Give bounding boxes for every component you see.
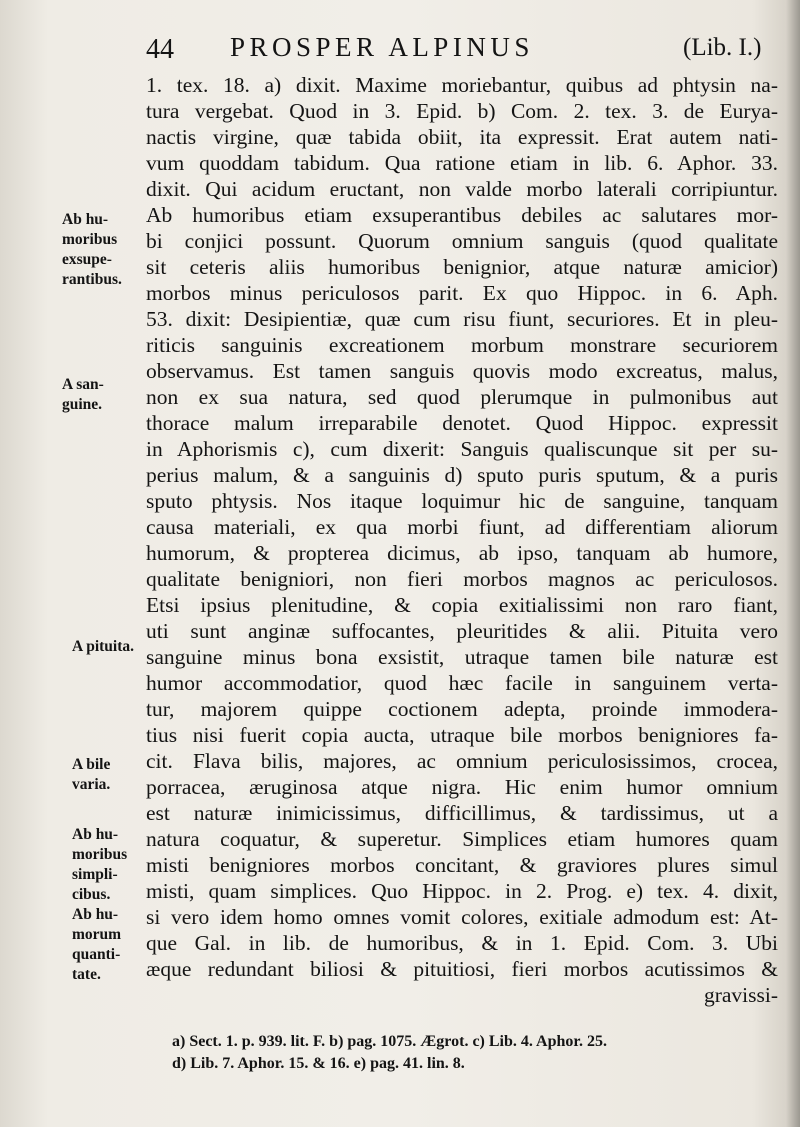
margin-note-line: morum <box>72 926 122 943</box>
margin-note-bile-varia <box>72 755 164 795</box>
footnote-line: d) Lib. 7. Aphor. 15. & 16. e) pag. 41. lin. 8. <box>172 1055 465 1072</box>
text-line: perius malum, & a sanguinis d) sputo puris sputum, & a puris <box>146 463 778 487</box>
margin-note-line: moribus <box>72 846 128 863</box>
text-line: nactis virgine, quæ tabida obiit, ita expressit. Erat autem nati- <box>146 125 778 149</box>
text-line: vum quoddam tabidum. Qua ratione etiam in lib. 6. Aphor. 33. <box>146 151 778 175</box>
margin-note-simplicibus-quantitate <box>72 825 164 985</box>
margin-note-line: moribus <box>62 231 118 248</box>
margin-note-line: exsupe- <box>62 251 112 268</box>
text-line: tur, majorem quippe coctionem adepta, proinde immodera- <box>146 697 778 721</box>
text-line: in Aphorismis c), cum dixerit: Sanguis qualiscunque sit per su- <box>146 437 778 461</box>
text-line: porracea, æruginosa atque nigra. Hic enim humor omnium <box>146 775 778 799</box>
main-text <box>146 72 778 1008</box>
page-header <box>0 30 800 74</box>
text-line: bi conjici possunt. Quorum omnium sanguis (quod qualitate <box>146 229 778 253</box>
margin-note-line: cibus. <box>72 886 111 903</box>
text-line: tius nisi fuerit copia aucta, utraque bile morbos benigniores fa- <box>146 723 778 747</box>
page-number: 44 <box>146 34 174 65</box>
text-line: Ab humoribus etiam exsuperantibus debiles ac salutares mor- <box>146 203 778 227</box>
margin-note-line: A bile <box>72 756 111 773</box>
text-line: si vero idem homo omnes vomit colores, exitiale admodum est: At- <box>146 905 778 929</box>
margin-note-line: Ab hu- <box>62 211 109 228</box>
text-line: humor accommodatior, quod hæc facile in sanguinem verta- <box>146 671 778 695</box>
footnote-line: a) Sect. 1. p. 939. lit. F. b) pag. 1075. Ægrot. c) Lib. 4. Aphor. 25. <box>172 1033 607 1050</box>
text-line: uti sunt anginæ suffocantes, pleuritides & alii. Pituita vero <box>146 619 778 643</box>
text-line: Etsi ipsius plenitudine, & copia exitialissimi non raro fiant, <box>146 593 778 617</box>
text-line: sit ceteris aliis humoribus benignior, atque naturæ amicior) <box>146 255 778 279</box>
text-line: thorace malum irreparabile denotet. Quod Hippoc. expressit <box>146 411 778 435</box>
book-reference: (Lib. I.) <box>683 34 762 61</box>
text-line: misti, quam simplices. Quo Hippoc. in 2. Prog. e) tex. 4. dixit, <box>146 879 778 903</box>
text-line: qualitate benigniori, non fieri morbos magnos ac periculosos. <box>146 567 778 591</box>
margin-note-sanguine <box>62 375 154 415</box>
text-line: natura coquatur, & superetur. Simplices etiam humores quam <box>146 827 778 851</box>
margin-note-line: rantibus. <box>62 271 122 288</box>
margin-note-humoribus-exsuperantibus <box>62 210 154 290</box>
text-line-catchword: gravissi- <box>703 983 778 1007</box>
text-line: causa materiali, ex qua morbi fiunt, ad differentiam aliorum <box>146 515 778 539</box>
text-line: dixit. Qui acidum eructant, non valde morbo laterali corripiuntur. <box>146 177 778 201</box>
text-line: que Gal. in lib. de humoribus, & in 1. Epid. Com. 3. Ubi <box>146 931 778 955</box>
page-spine-shadow <box>786 0 800 1127</box>
text-line: misti benigniores morbos concitant, & graviores plures simul <box>146 853 778 877</box>
text-line: morbos minus periculosos parit. Ex quo Hippoc. in 6. Aph. <box>146 281 778 305</box>
text-line: æque redundant biliosi & pituitiosi, fieri morbos acutissimos & <box>146 957 778 981</box>
text-line: humorum, & propterea dicimus, ab ipso, tanquam ab humore, <box>146 541 778 565</box>
margin-note-line: guine. <box>62 396 103 413</box>
margin-note-line: quanti- <box>72 946 121 963</box>
text-line: sanguine minus bona exsistit, utraque tamen bile naturæ est <box>146 645 778 669</box>
margin-note-line: varia. <box>72 776 111 793</box>
margin-note-line: A pituita. <box>72 638 135 655</box>
text-line: sputo phtysis. Nos itaque loquimur hic de sanguine, tanquam <box>146 489 778 513</box>
text-line: 53. dixit: Desipientiæ, quæ cum risu fiunt, securiores. Et in pleu- <box>146 307 778 331</box>
margin-note-pituita <box>72 637 164 657</box>
text-line: riticis sanguinis excreationem morbum monstrare securiorem <box>146 333 778 357</box>
footnotes <box>172 1031 772 1075</box>
text-line: tura vergebat. Quod in 3. Epid. b) Com. 2. tex. 3. de Eurya- <box>146 99 778 123</box>
text-line: non ex sua natura, sed quod plerumque in pulmonibus aut <box>146 385 778 409</box>
margin-note-line: tate. <box>72 966 101 983</box>
text-line: cit. Flava bilis, majores, ac omnium periculosissimos, crocea, <box>146 749 778 773</box>
margin-note-line: A san- <box>62 376 104 393</box>
text-line: est naturæ inimicissimus, difficillimus, & tardissimus, ut a <box>146 801 778 825</box>
margin-note-line: simpli- <box>72 866 118 883</box>
margin-note-line: Ab hu- <box>72 826 119 843</box>
text-line: observamus. Est tamen sanguis quovis modo excreatus, malus, <box>146 359 778 383</box>
running-title: PROSPER ALPINUS <box>230 32 534 62</box>
text-line: 1. tex. 18. a) dixit. Maxime moriebantur, quibus ad phtysin na- <box>146 73 778 97</box>
margin-note-line: Ab hu- <box>72 906 119 923</box>
